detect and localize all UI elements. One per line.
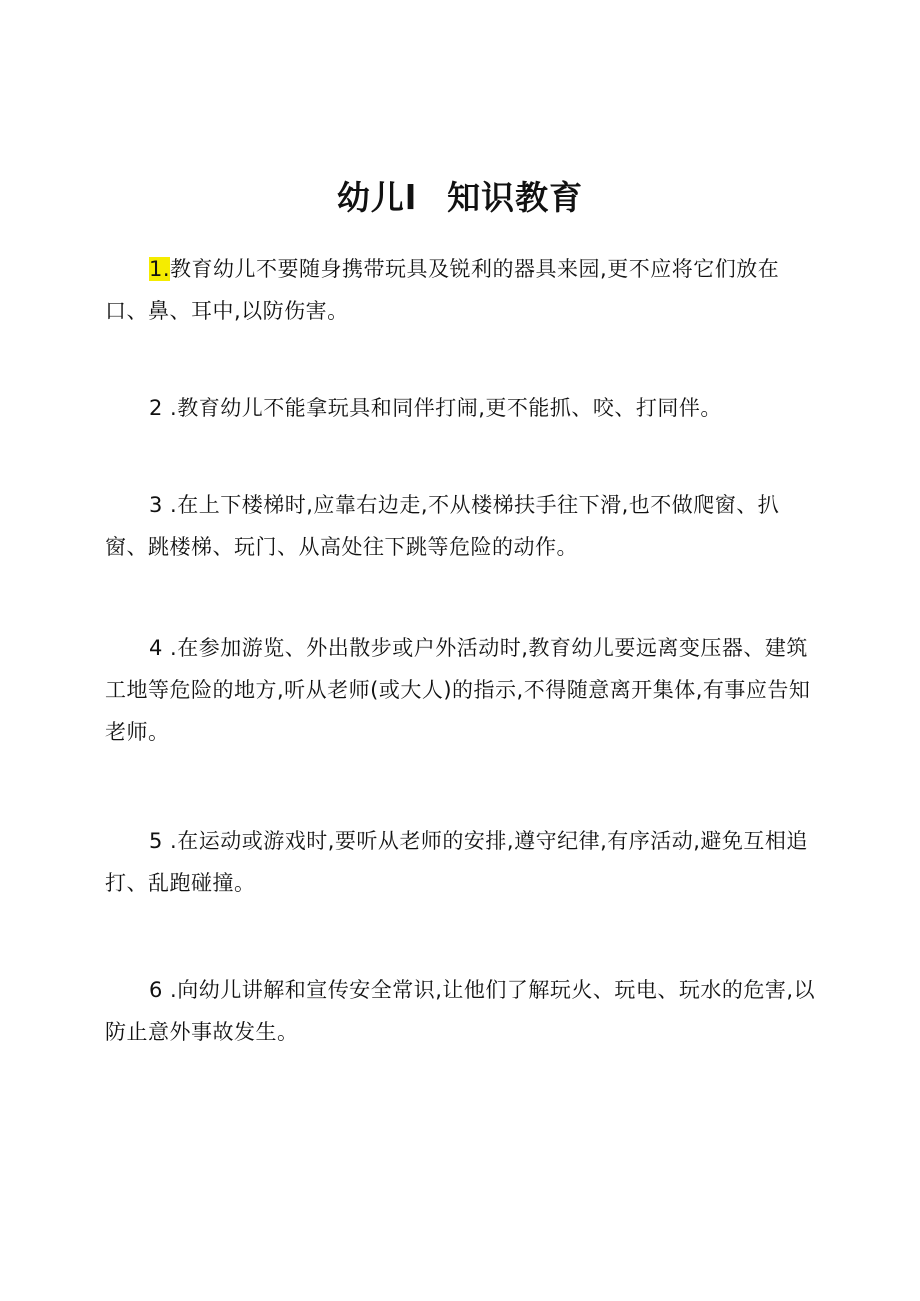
item-number-2: 2 . <box>149 396 178 420</box>
title-part-2: 知识教育 <box>447 178 584 217</box>
item-number-3: 3 . <box>149 493 178 517</box>
item-text-1: 教育幼儿不要随身携带玩具及锐利的器具来园,更不应将它们放在口、鼻、耳中,以防伤害。 <box>105 257 780 323</box>
list-item-1 <box>105 248 817 332</box>
item-number-4: 4 . <box>149 636 178 660</box>
item-number-1-highlighted: 1. <box>149 257 171 281</box>
item-text-3: 在上下楼梯时,应靠右边走,不从楼梯扶手往下滑,也不做爬窗、扒窗、跳楼梯、玩门、从高处往下跳等危险的动作。 <box>105 493 780 559</box>
item-text-5: 在运动或游戏时,要听从老师的安排,遵守纪律,有序活动,避免互相追打、乱跑碰撞。 <box>105 829 808 895</box>
item-text-6: 向幼儿讲解和宣传安全常识,让他们了解玩火、玩电、玩水的危害,以防止意外事故发生。 <box>105 978 816 1044</box>
item-text-2: 教育幼儿不能拿玩具和同伴打闹,更不能抓、咬、打同伴。 <box>177 396 722 420</box>
item-number-5: 5 . <box>149 829 178 853</box>
page-title <box>0 172 920 219</box>
list-item-2 <box>105 387 817 429</box>
title-part-1: 幼儿l <box>336 178 418 217</box>
item-number-6: 6 . <box>149 978 178 1002</box>
list-item-3 <box>105 484 817 568</box>
item-text-4: 在参加游览、外出散步或户外活动时,教育幼儿要远离变压器、建筑工地等危险的地方,听从老师(或大人)的指示,不得随意离开集体,有事应告知老师。 <box>105 636 811 744</box>
list-item-4 <box>105 627 817 753</box>
list-item-5 <box>105 820 817 904</box>
list-item-6 <box>105 969 817 1053</box>
